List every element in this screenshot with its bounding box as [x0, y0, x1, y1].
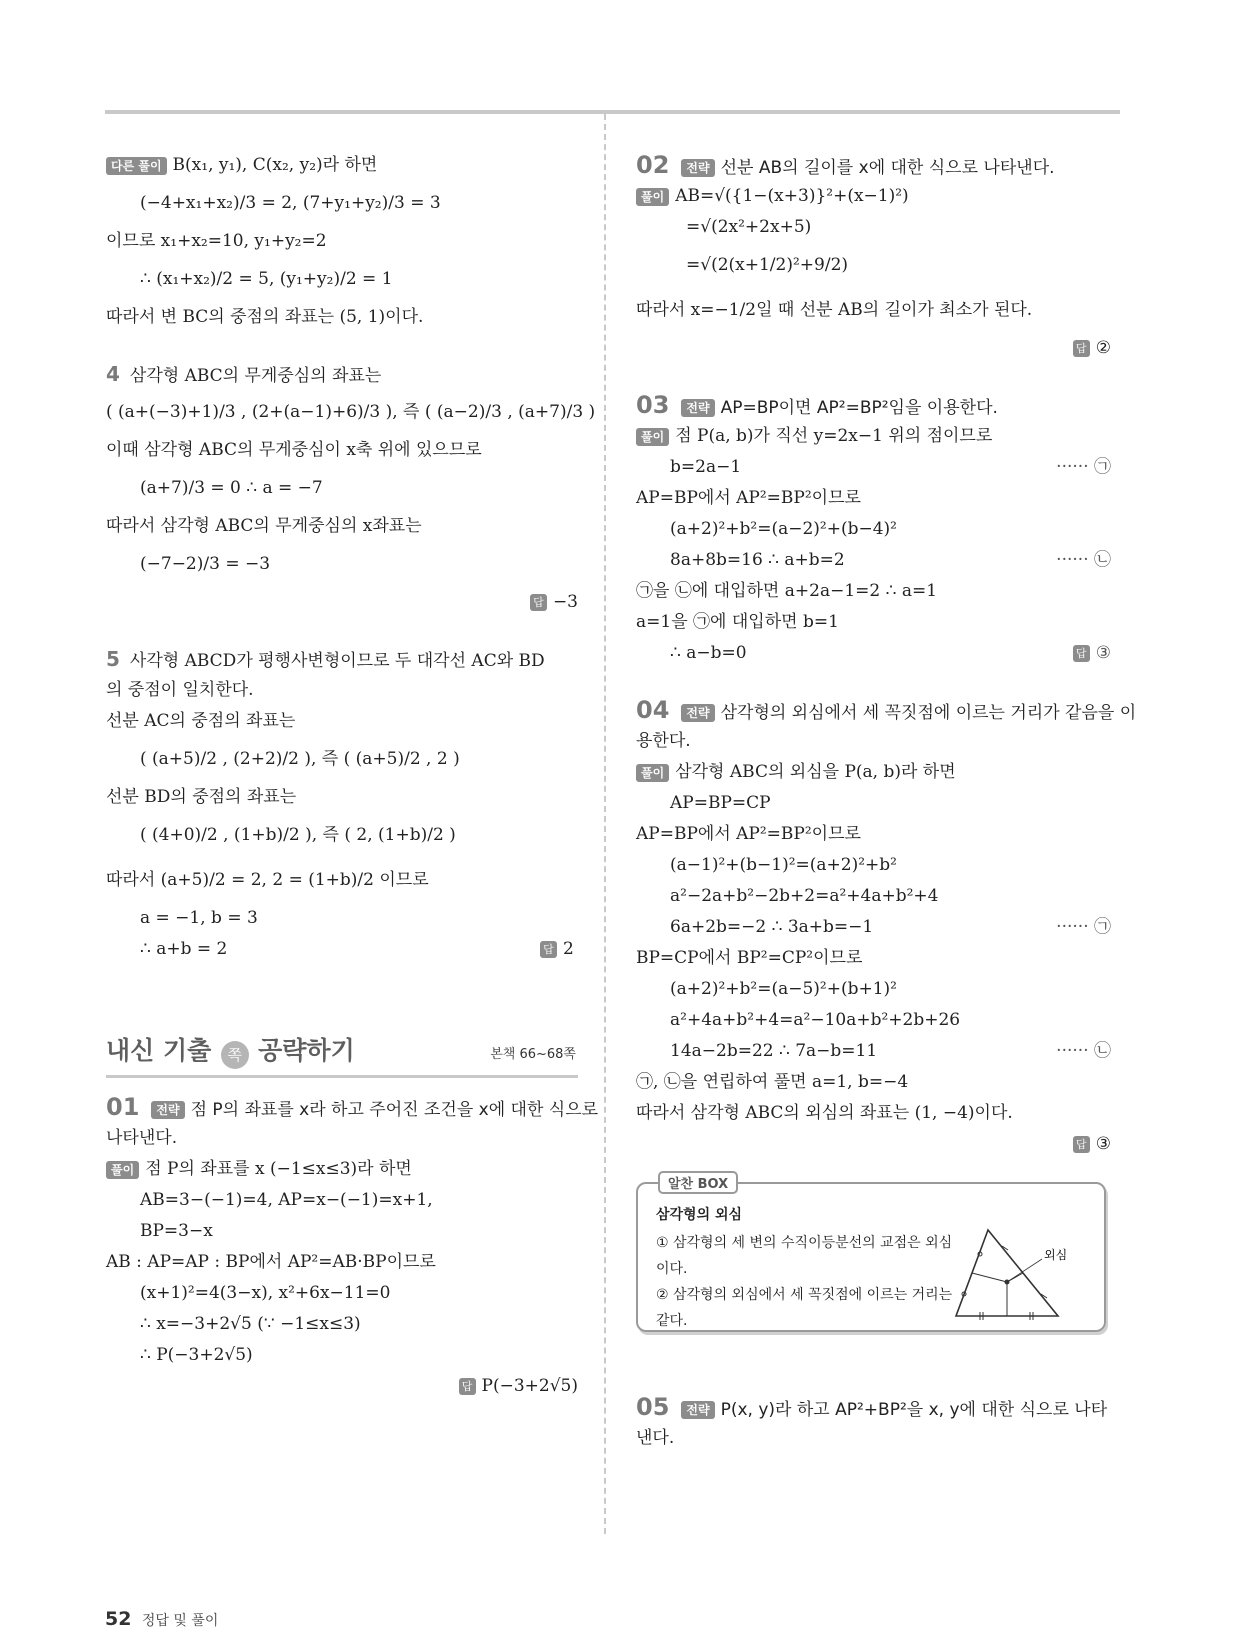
answer-icon: 답 — [1073, 340, 1090, 357]
book-icon: 쪽 — [221, 1041, 249, 1069]
right-column — [636, 150, 1137, 1454]
solution-line: =√(2x²+2x+5) — [686, 217, 812, 237]
solution-line: AP=BP에서 AP²=BP²이므로 — [636, 488, 861, 508]
solution-line: a=1을 ㉠에 대입하면 b=1 — [636, 612, 839, 632]
strategy-badge: 전략 — [151, 1101, 184, 1119]
answer-text: −3 — [552, 592, 578, 612]
section-title-b: 공략하기 — [258, 1036, 355, 1065]
solution-line: ㉠, ㉡을 연립하여 풀면 a=1, b=−4 — [636, 1072, 909, 1092]
solution-line: (x+1)²=4(3−x), x²+6x−11=0 — [140, 1283, 391, 1303]
solution-line: 점 P의 좌표를 x (−1≤x≤3)라 하면 — [145, 1159, 412, 1179]
equation-tag: ······ ㉠ — [1056, 917, 1111, 937]
section-title-a: 내신 기출 — [106, 1036, 212, 1065]
alt-solution — [106, 150, 578, 333]
problem-line: ∴ a+b = 2 — [140, 939, 228, 959]
alt-line: ∴ (x₁+x₂)/2 = 5, (y₁+y₂)/2 = 1 — [140, 269, 393, 289]
answer-text: 2 — [563, 939, 574, 959]
strategy-text: 점 P의 좌표를 x라 하고 주어진 조건을 x에 대한 식으로 — [190, 1100, 599, 1120]
solution-line: (a+2)²+b²=(a−5)²+(b+1)² — [670, 979, 898, 999]
problem-5 — [106, 644, 578, 965]
question-02 — [636, 150, 1111, 364]
top-rule — [105, 110, 1120, 114]
problem-line: 따라서 (a+5)/2 = 2, 2 = (1+b)/2 이므로 — [106, 870, 429, 890]
question-04 — [636, 695, 1137, 1160]
alt-line: (−4+x₁+x₂)/3 = 2, (7+y₁+y₂)/3 = 3 — [140, 193, 441, 213]
info-box-item: ① 삼각형의 세 변의 수직이등분선의 교점은 외심이다. — [656, 1235, 953, 1277]
solution-line: ∴ x=−3+2√5 (∵ −1≤x≤3) — [140, 1314, 361, 1334]
strategy-badge: 전략 — [681, 399, 714, 417]
alt-line: 이므로 x₁+x₂=10, y₁+y₂=2 — [106, 231, 327, 251]
problem-number: 5 — [106, 647, 120, 671]
strategy-text: 삼각형의 외심에서 세 꼭짓점에 이르는 거리가 같음을 이 — [720, 703, 1137, 723]
answer-text: ③ — [1095, 643, 1111, 663]
solution-line: AB=3−(−1)=4, AP=x−(−1)=x+1, — [140, 1190, 433, 1210]
solution-line: AB=√({1−(x+3)}²+(x−1)²) — [675, 186, 909, 206]
page-number: 52 — [105, 1608, 132, 1630]
equation-tag: ······ ㉡ — [1056, 1041, 1111, 1061]
footer-label: 정답 및 풀이 — [141, 1613, 219, 1629]
solution-badge: 풀이 — [636, 188, 669, 206]
info-box-title: 삼각형의 외심 — [656, 1207, 743, 1223]
solution-line: AP=BP=CP — [670, 793, 771, 813]
problem-line: ( (a+5)/2 , (2+2)/2 ), 즉 ( (a+5)/2 , 2 ) — [140, 749, 460, 769]
question-number: 04 — [636, 696, 670, 724]
answer-icon: 답 — [530, 594, 547, 611]
question-01 — [106, 1092, 599, 1402]
question-number: 01 — [106, 1093, 140, 1121]
solution-badge: 풀이 — [636, 764, 669, 782]
strategy-text: P(x, y)라 하고 AP²+BP²을 x, y에 대한 식으로 나타 — [720, 1400, 1108, 1420]
strategy-text: AP=BP이면 AP²=BP²임을 이용한다. — [720, 398, 998, 418]
problem-line: (a+7)/3 = 0 ∴ a = −7 — [140, 478, 323, 498]
solution-line: (a−1)²+(b−1)²=(a+2)²+b² — [670, 855, 898, 875]
figure-label: 외심 — [1044, 1248, 1068, 1262]
strategy-text: 낸다. — [636, 1428, 675, 1448]
alt-line: B(x₁, y₁), C(x₂, y₂)라 하면 — [172, 155, 378, 175]
solution-line: 점 P(a, b)가 직선 y=2x−1 위의 점이므로 — [675, 426, 993, 446]
strategy-badge: 전략 — [681, 1401, 714, 1419]
problem-number: 4 — [106, 362, 120, 386]
section-header — [106, 1031, 578, 1078]
info-box-tab: 알찬 BOX — [658, 1171, 738, 1194]
solution-line: 14a−2b=22 ∴ 7a−b=11 — [670, 1041, 878, 1061]
page-footer — [105, 1608, 218, 1630]
problem-line: (−7−2)/3 = −3 — [140, 554, 271, 574]
problem-line: ( (a+(−3)+1)/3 , (2+(a−1)+6)/3 ), 즉 ( (a−2)/3 , (a+7)/3 ) — [106, 402, 596, 422]
answer-text: ③ — [1095, 1134, 1111, 1154]
solution-line: b=2a−1 — [670, 457, 742, 477]
strategy-text: 선분 AB의 길이를 x에 대한 식으로 나타낸다. — [720, 158, 1055, 178]
answer-icon: 답 — [1073, 1136, 1090, 1153]
solution-line: 따라서 x=−1/2일 때 선분 AB의 길이가 최소가 된다. — [636, 300, 1033, 320]
answer-icon: 답 — [459, 1378, 476, 1395]
problem-line: 사각형 ABCD가 평행사변형이므로 두 대각선 AC와 BD — [129, 651, 545, 671]
solution-line: =√(2(x+1/2)²+9/2) — [686, 255, 849, 275]
strategy-text: 용한다. — [636, 731, 691, 751]
solution-line: ∴ P(−3+2√5) — [140, 1345, 253, 1365]
answer-icon: 답 — [540, 941, 557, 958]
solution-line: AB : AP=AP : BP에서 AP²=AB·BP이므로 — [106, 1252, 436, 1272]
solution-line: 6a+2b=−2 ∴ 3a+b=−1 — [670, 917, 874, 937]
info-box — [636, 1177, 1106, 1332]
problem-line: 선분 BD의 중점의 좌표는 — [106, 787, 297, 807]
left-column — [106, 150, 599, 1402]
problem-4 — [106, 359, 596, 618]
solution-badge: 풀이 — [106, 1161, 139, 1179]
strategy-badge: 전략 — [681, 159, 714, 177]
problem-line: 삼각형 ABC의 무게중심의 좌표는 — [129, 366, 382, 386]
circumcenter-triangle-figure — [948, 1224, 1088, 1324]
alt-solution-badge: 다른 풀이 — [106, 157, 167, 175]
solution-line: a²−2a+b²−2b+2=a²+4a+b²+4 — [670, 886, 939, 906]
solution-line: ㉠을 ㉡에 대입하면 a+2a−1=2 ∴ a=1 — [636, 581, 938, 601]
alt-line: 따라서 변 BC의 중점의 좌표는 (5, 1)이다. — [106, 307, 424, 327]
solution-line: BP=3−x — [140, 1221, 213, 1241]
section-reference: 본책 66~68쪽 — [490, 1047, 576, 1062]
solution-line: 8a+8b=16 ∴ a+b=2 — [670, 550, 845, 570]
question-05 — [636, 1392, 1111, 1454]
question-number: 02 — [636, 151, 670, 179]
solution-line: 삼각형 ABC의 외심을 P(a, b)라 하면 — [675, 762, 956, 782]
solution-line: a²+4a+b²+4=a²−10a+b²+2b+26 — [670, 1010, 961, 1030]
answer-text: P(−3+2√5) — [481, 1376, 578, 1396]
problem-line: ( (4+0)/2 , (1+b)/2 ), 즉 ( 2, (1+b)/2 ) — [140, 825, 456, 845]
equation-tag: ······ ㉠ — [1056, 457, 1111, 477]
strategy-badge: 전략 — [681, 704, 714, 722]
answer-text: ② — [1095, 338, 1111, 358]
strategy-text: 나타낸다. — [106, 1128, 178, 1148]
equation-tag: ······ ㉡ — [1056, 550, 1111, 570]
solution-line: BP=CP에서 BP²=CP²이므로 — [636, 948, 863, 968]
solution-line: AP=BP에서 AP²=BP²이므로 — [636, 824, 861, 844]
solution-line: ∴ a−b=0 — [670, 643, 747, 663]
column-divider — [604, 114, 606, 1534]
problem-line: 의 중점이 일치한다. — [106, 680, 254, 700]
problem-line: 선분 AC의 중점의 좌표는 — [106, 711, 296, 731]
question-03 — [636, 390, 1111, 669]
info-box-item: ② 삼각형의 외심에서 세 꼭짓점에 이르는 거리는 같다. — [656, 1287, 953, 1329]
question-number: 05 — [636, 1393, 670, 1421]
problem-line: 따라서 삼각형 ABC의 무게중심의 x좌표는 — [106, 516, 422, 536]
question-number: 03 — [636, 391, 670, 419]
solution-badge: 풀이 — [636, 428, 669, 446]
solution-line: (a+2)²+b²=(a−2)²+(b−4)² — [670, 519, 898, 539]
problem-line: a = −1, b = 3 — [140, 908, 258, 928]
answer-icon: 답 — [1073, 645, 1090, 662]
problem-line: 이때 삼각형 ABC의 무게중심이 x축 위에 있으므로 — [106, 440, 482, 460]
solution-line: 따라서 삼각형 ABC의 외심의 좌표는 (1, −4)이다. — [636, 1103, 1013, 1123]
